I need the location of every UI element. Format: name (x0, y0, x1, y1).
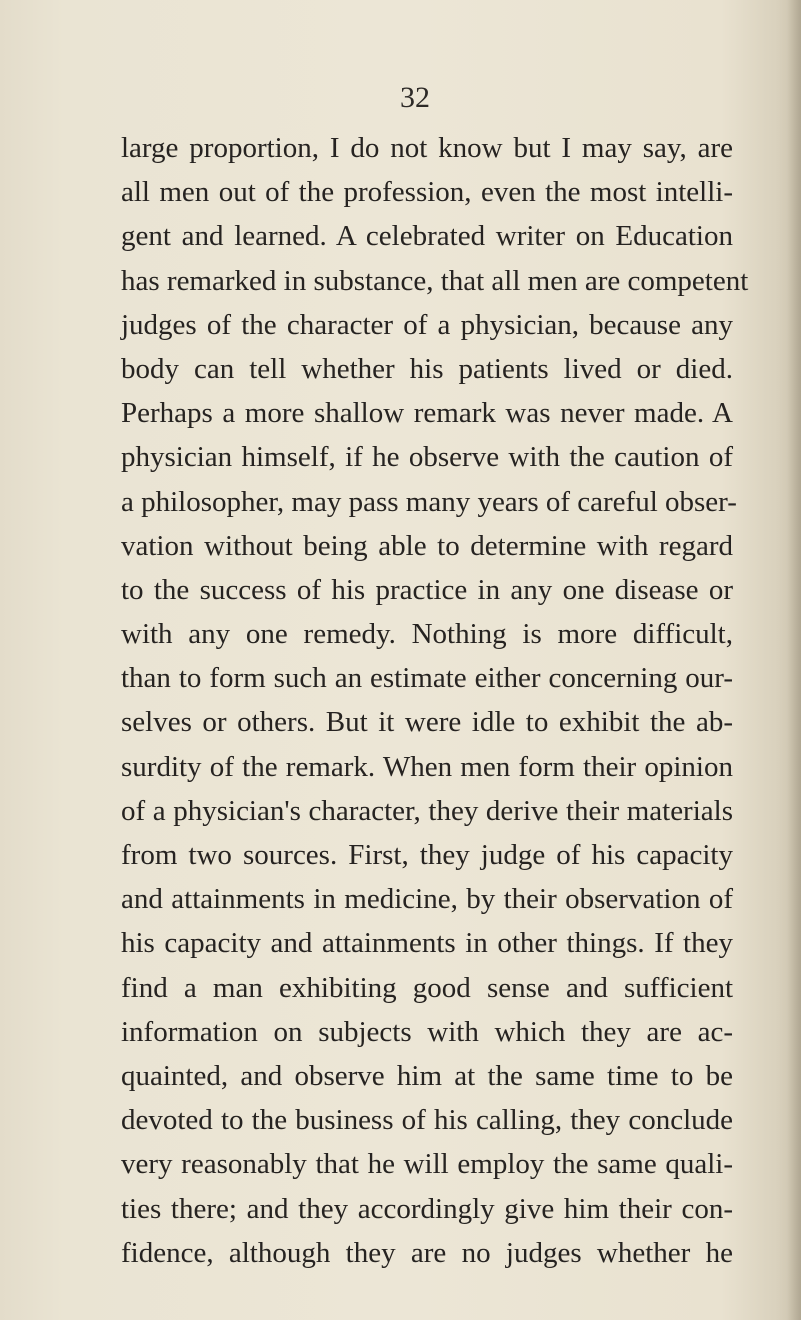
text-line: and attainments in medicine, by their observation of (121, 883, 733, 916)
text-line: physician himself, if he observe with the caution of (121, 441, 733, 474)
text-line: very reasonably that he will employ the same quali- (121, 1148, 733, 1181)
text-line: quainted, and observe him at the same time to be (121, 1059, 733, 1092)
text-line: to the success of his practice in any one disease or (121, 573, 733, 606)
text-line: surdity of the remark. When men form their opinion (121, 750, 733, 783)
text-line: body can tell whether his patients lived or died. (121, 352, 733, 385)
text-line: large proportion, I do not know but I may say, are (121, 132, 733, 164)
text-line: devoted to the business of his calling, they conclude (121, 1104, 733, 1137)
text-line: find a man exhibiting good sense and sufficient (121, 971, 733, 1004)
page-number: 32 (400, 81, 430, 114)
text-line: ties there; and they accordingly give him their con- (121, 1192, 733, 1225)
text-line: Perhaps a more shallow remark was never made. A (121, 397, 733, 430)
text-line: information on subjects with which they are ac- (121, 1015, 733, 1048)
text-line: has remarked in substance, that all men are competent (121, 264, 749, 297)
text-line: of a physician's character, they derive their materials (121, 794, 733, 827)
text-line: all men out of the profession, even the most intelli- (121, 176, 733, 209)
text-line: judges of the character of a physician, because any (121, 308, 733, 341)
body-text (121, 126, 749, 1275)
text-line: with any one remedy. Nothing is more difficult, (121, 618, 733, 651)
text-line: gent and learned. A celebrated writer on Education (121, 220, 733, 253)
text-line: than to form such an estimate either concerning our- (121, 662, 733, 695)
text-line: fidence, although they are no judges whether he (121, 1236, 733, 1269)
page-edge-shadow (787, 0, 801, 1320)
text-line: vation without being able to determine with regard (121, 529, 733, 562)
text-line: selves or others. But it were idle to exhibit the ab- (121, 706, 733, 739)
text-line: his capacity and attainments in other things. If they (121, 927, 733, 960)
text-line: a philosopher, may pass many years of careful obser- (121, 485, 737, 518)
text-line: from two sources. First, they judge of his capacity (121, 839, 733, 871)
